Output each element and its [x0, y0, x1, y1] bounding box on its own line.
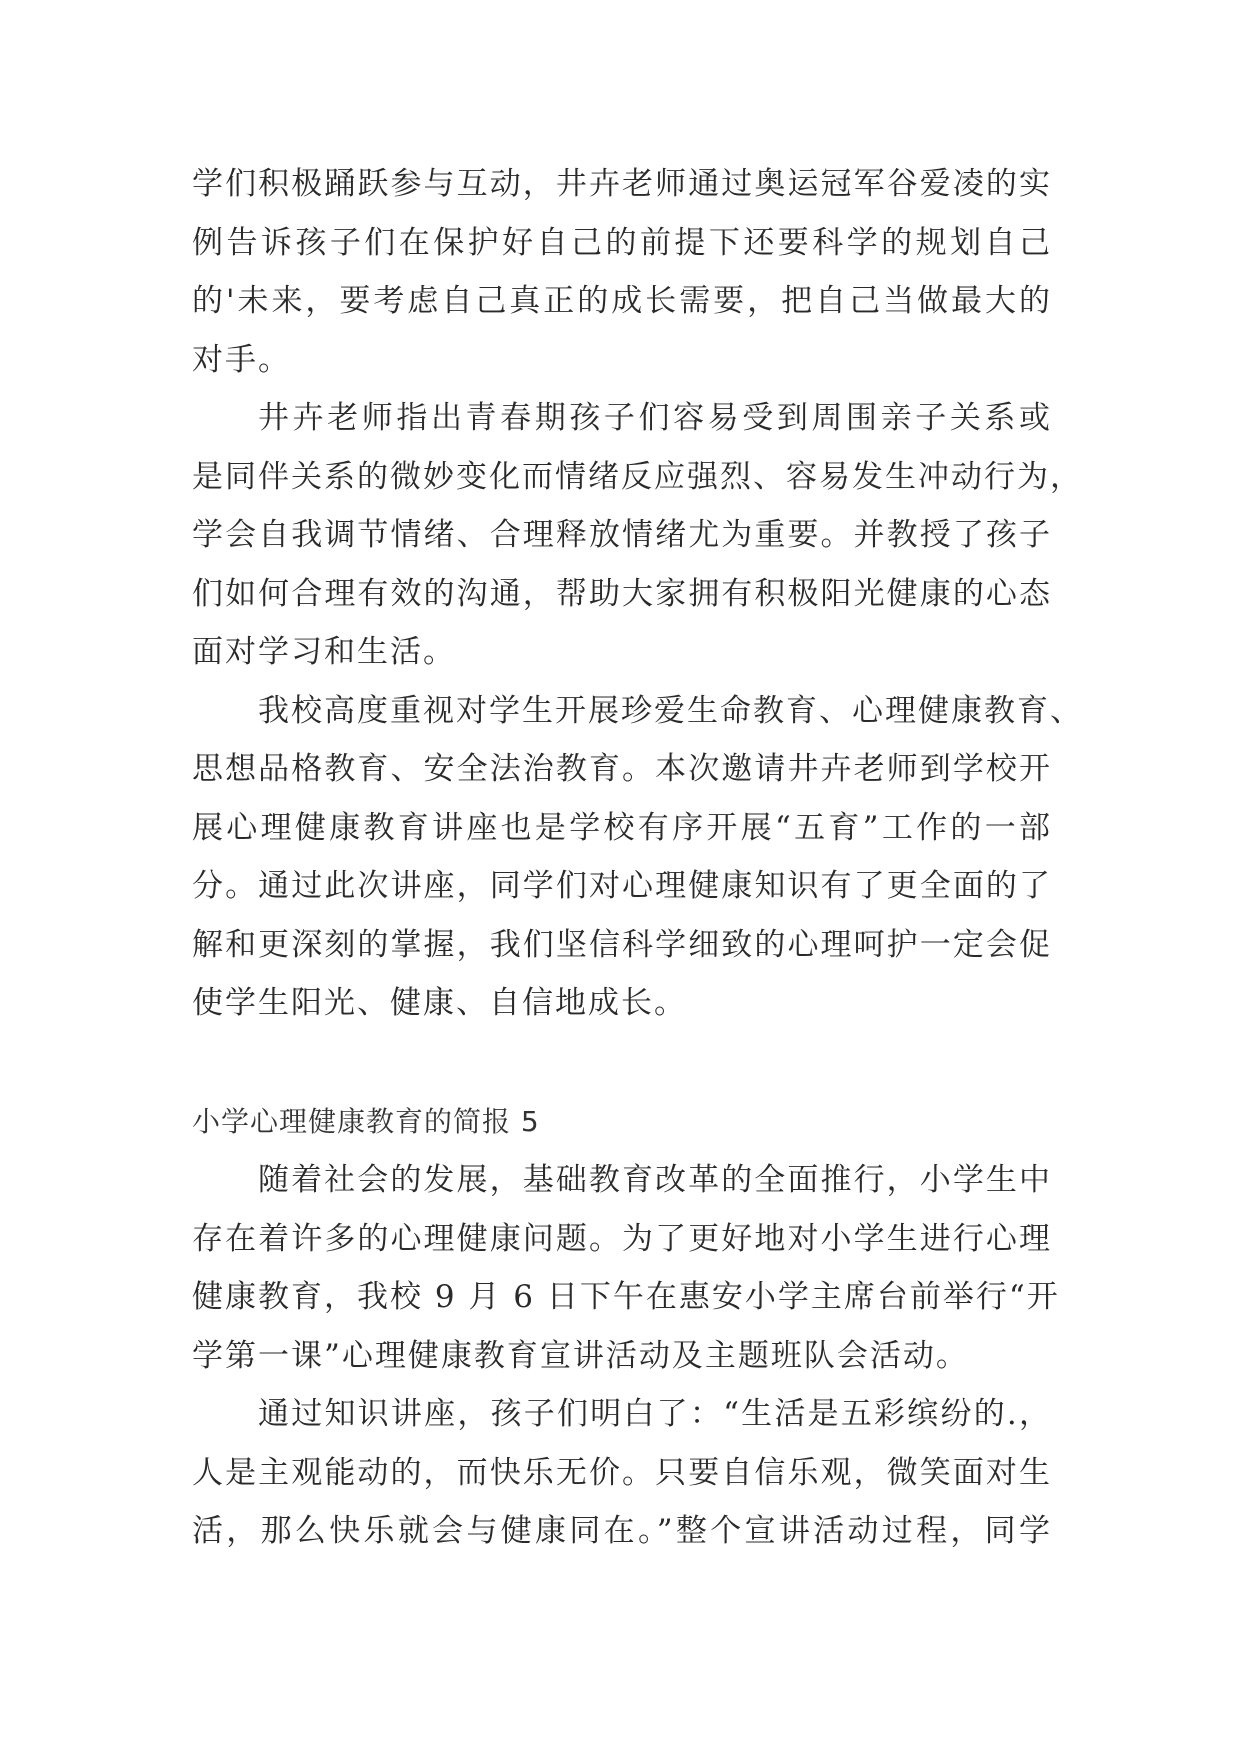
paragraph [192, 1151, 1060, 1385]
text-line: 对手。 [192, 341, 291, 378]
text-line: 展心理健康教育讲座也是学校有序开展“五育”工作的一部 [192, 809, 1052, 846]
text-line: 井卉老师指出青春期孩子们容易受到周围亲子关系或 [258, 400, 1052, 436]
text-line: 随着社会的发展，基础教育改革的全面推行，小学生中 [258, 1162, 1052, 1198]
text-line: 例告诉孩子们在保护好自己的前提下还要科学的规划自己 [192, 224, 1052, 261]
text-line: 们如何合理有效的沟通，帮助大家拥有积极阳光健康的心态 [192, 575, 1052, 612]
text-line: 健康教育，我校 9 月 6 日下午在惠安小学主席台前举行“开 [192, 1279, 1060, 1315]
document-page [192, 155, 1083, 1561]
text-line: 学们积极踊跃参与互动，井卉老师通过奥运冠军谷爱凌的实 [192, 166, 1052, 202]
paragraph [192, 1385, 1052, 1561]
text-line: 是同伴关系的微妙变化而情绪反应强烈、容易发生冲动行为， [192, 458, 1083, 495]
text-line: 学第一课”心理健康教育宣讲活动及主题班队会活动。 [192, 1337, 969, 1374]
text-line: 思想品格教育、安全法治教育。本次邀请井卉老师到学校开 [192, 751, 1052, 787]
text-line: 学会自我调节情绪、合理释放情绪尤为重要。并教授了孩子 [192, 517, 1052, 553]
paragraph [192, 155, 1052, 389]
text-line: 的'未来，要考虑自己真正的成长需要，把自己当做最大的 [192, 283, 1052, 319]
text-line: 人是主观能动的，而快乐无价。只要自信乐观，微笑面对生 [192, 1454, 1052, 1491]
text-line: 面对学习和生活。 [192, 634, 456, 670]
text-line: 解和更深刻的掌握，我们坚信科学细致的心理呵护一定会促 [192, 926, 1052, 963]
section-heading: 小学心理健康教育的简报 5 [192, 1104, 540, 1138]
text-line: 活，那么快乐就会与健康同在。”整个宣讲活动过程，同学 [192, 1513, 1052, 1549]
text-line: 我校高度重视对学生开展珍爱生命教育、心理健康教育、 [258, 692, 1083, 729]
paragraph [192, 682, 1083, 1033]
section-spacer [192, 1033, 1052, 1093]
text-line: 分。通过此次讲座，同学们对心理健康知识有了更全面的了 [192, 868, 1052, 904]
text-line: 存在着许多的心理健康问题。为了更好地对小学生进行心理 [192, 1220, 1052, 1257]
paragraph [192, 389, 1083, 682]
text-line: 通过知识讲座，孩子们明白了：“生活是五彩缤纷的.， [258, 1396, 1052, 1432]
text-line: 使学生阳光、健康、自信地成长。 [192, 985, 687, 1021]
